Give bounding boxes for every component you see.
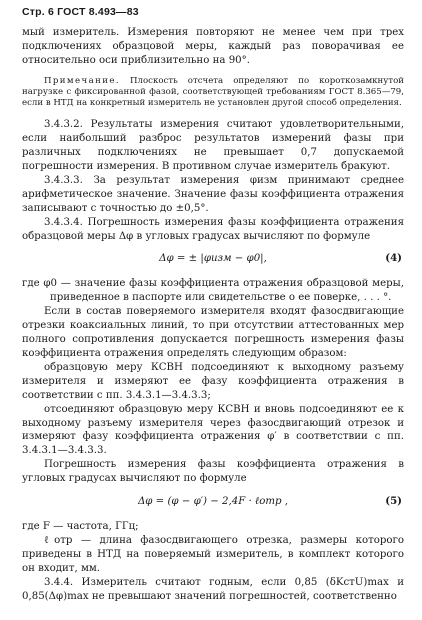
formula-5-legend-l: ℓотр — длина фазосдвигающего отрезка, размеры которого приведены в НТД на поверяемый измеритель, в комплект которого он входит, мм. [22,534,404,574]
page-header: Стр. 6 ГОСТ 8.493—83 [22,6,139,18]
paragraph-phase-segments: Если в состав поверяемого измерителя входят фазосдвигающие отрезки коаксиальных линий, то при отсутствии аттестованных мер полного сопротивления допускается погрешность измерения фазы коэффициента отражения определять следующим образом: [22,306,404,360]
paragraph: мый измеритель. Измерения повторяют не менее чем при трех подключениях образцовой меры, каждый раз поворачивая ее относительно оси приблизительно на 90°. [22,27,404,66]
paragraph-step-1: образцовую меру КСВН подсоединяют к выходному разъему измерителя и измеряют ее фазу коэффициента отражения в соответствии с пп. 3.4.3.1—3.4.3.3; [22,361,404,401]
note [22,76,404,110]
note-text: Плоскость отсчета определяют по короткозамкнутой нагрузке с фиксированной фазой, соответствующей требованиям ГОСТ 8.365—79, если в НТД на конкретный измеритель не установлен другой способ определения. [22,75,404,109]
paragraph-step-2: отсоединяют образцовую меру КСВН и вновь подсоединяют ее к выходному разъему измерителя через фазосдвигающий отрезок и измеряют фазу коэффициента отражения φ′ в соответствии с пп. 3.4.3.1—3.4.3.3. [22,403,404,457]
paragraph-error: Погрешность измерения фазы коэффициента отражения в угловых градусах вычисляют по формуле [22,459,404,485]
note-title: Примечание. [44,75,120,86]
formula-5 [22,491,404,515]
paragraph-3-4-3-2: 3.4.3.2. Результаты измерения считают удовлетворительными, если наибольший разброс результатов измерений фазы при различных подключениях не превышает 0,7 допускаемой погрешности измерения. В противном случае измеритель бракуют. [22,119,404,173]
paragraph-3-4-4: 3.4.4. Измеритель считают годным, если 0,85 (δKстU)max и 0,85(Δφ)max не превышают значений погрешностей, соответственно [22,576,404,602]
formula-expression: Δφ = ± |φизм − φ0|, [159,253,267,265]
formula-4-legend: где φ0 — значение фазы коэффициента отражения образцовой меры, приведенное в паспорте или свидетельстве о ее поверке, . . . °. [22,278,404,304]
formula-4 [22,248,404,272]
formula-number: (4) [385,252,402,265]
formula-5-legend-f: где F — частота, ГГц; [22,521,139,533]
formula-number: (5) [385,495,402,508]
paragraph-3-4-3-4: 3.4.3.4. Погрешность измерения фазы коэффициента отражения образцовой меры Δφ в угловых градусах вычисляют по формуле [22,216,404,242]
paragraph-3-4-3-3: 3.4.3.3. За результат измерения φизм принимают среднее арифметическое значение. Значение фазы коэффициента отражения записывают с точностью до ±0,5°. [22,174,404,214]
document-body [22,26,404,604]
formula-expression: Δφ = (φ − φ′) − 2,4F · ℓотр , [137,496,289,508]
